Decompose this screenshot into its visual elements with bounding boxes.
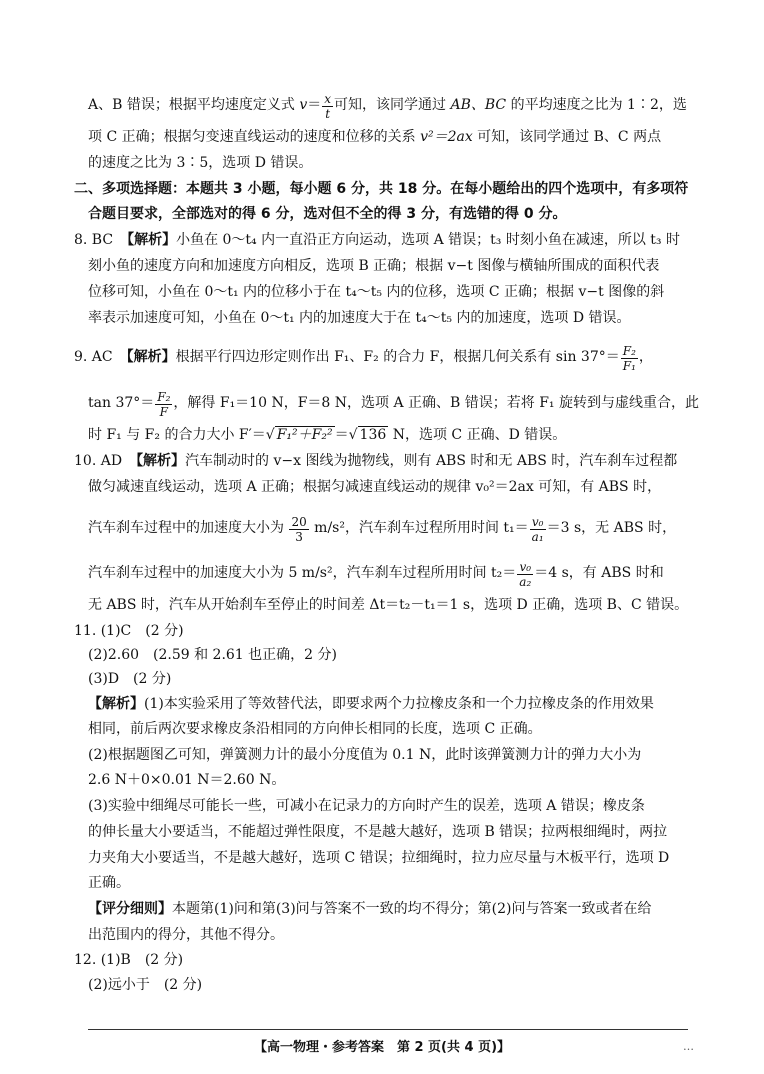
text: ＝4 s，有 ABS 时和 xyxy=(534,565,664,581)
denominator: F₁ xyxy=(622,359,636,373)
sqrt-136: 136 xyxy=(359,427,387,443)
q11-line-12 xyxy=(88,899,652,919)
text: 小鱼在 0～t₄ 内一直沿正方向运动，选项 A 错误；t₃ 时刻小鱼在减速，所以 t₃ 时 xyxy=(176,232,680,248)
question-number: 10. AD xyxy=(74,453,123,469)
math-v: v xyxy=(299,97,308,113)
fraction-v0-over-a1 xyxy=(530,515,546,544)
q11-line-11: 正确。 xyxy=(88,875,130,891)
text: 时 F₁ 与 F₂ 的合力大小 F′＝ xyxy=(88,427,266,443)
q11-line-5: 相同，前后两次要求橡皮条沿相同的方向伸长相同的长度，选项 C 正确。 xyxy=(88,721,542,737)
q11-line-7: 2.6 N＋0×0.01 N＝2.60 N。 xyxy=(88,772,286,788)
q11-line-8: (3)实验中细绳尽可能长一些，可减小在记录力的方向时产生的误差，选项 A 错误；橡皮条 xyxy=(88,798,645,814)
numerator: F₂ xyxy=(157,390,171,404)
text: 可知，该同学通过 B、C 两点 xyxy=(472,129,662,145)
q11-line-6: (2)根据题图乙可知，弹簧测力计的最小分度值为 0.1 N，此时该弹簧测力计的弹力大小为 xyxy=(88,747,642,763)
q11-line-1: 11. (1)C (2 分) xyxy=(74,623,184,639)
analysis-tag: 【解析】 xyxy=(88,696,144,712)
text: N，选项 C 正确、D 错误。 xyxy=(388,427,567,443)
line-1 xyxy=(88,92,687,121)
section-2-header: 二、多项选择题：本题共 3 小题，每小题 6 分，共 18 分。在每小题给出的四个选项中，有多项符 xyxy=(74,181,689,197)
text: (1)本实验采用了等效替代法，即要求两个力拉橡皮条和一个力拉橡皮条的作用效果 xyxy=(144,696,654,712)
text: m/s²，汽车刹车过程所用时间 t₁＝ xyxy=(309,520,529,536)
footer-divider xyxy=(88,1029,688,1030)
analysis-tag: 【解析】 xyxy=(127,232,177,248)
denominator: 3 xyxy=(295,530,303,544)
q9-line-3: 时 F₁ 与 F₂ 的合力大小 F′＝√ F₁²＋F₂² ＝√ 136 N，选项 C 正确、D 错误。 xyxy=(88,427,567,443)
fraction-x-over-t xyxy=(322,92,333,121)
q8-line-4: 率表示加速度可知，小鱼在 0～t₁ 内的加速度大于在 t₄～t₅ 内的加速度，选项 D 错误。 xyxy=(88,310,631,326)
q9-line-2 xyxy=(88,390,699,419)
text: tan 37°＝ xyxy=(88,395,155,411)
q12-line-2: (2)远小于 (2 分) xyxy=(88,977,203,993)
text: 汽车制动时的 v−x 图线为抛物线，则有 ABS 时和无 ABS 时，汽车刹车过程都 xyxy=(185,453,678,469)
q10-line-5: 无 ABS 时，汽车从开始刹车至停止的时间差 Δt＝t₂－t₁＝1 s，选项 D 正确，选项 B、C 错误。 xyxy=(88,597,689,613)
denominator: a₂ xyxy=(519,575,532,589)
section-2-header-cont: 合题目要求，全部选对的得 6 分，选对但不全的得 3 分，有选错的得 0 分。 xyxy=(88,206,567,222)
q10-line-2: 做匀减速直线运动，选项 A 正确；根据匀减速直线运动的规律 v₀²＝2ax 可知，有 ABS 时， xyxy=(88,479,662,495)
math-v2-eq: v²＝2ax xyxy=(420,129,473,145)
fraction-20-over-3 xyxy=(289,515,308,544)
denominator: t xyxy=(325,107,331,121)
numerator: v₀ xyxy=(517,560,533,575)
q11-line-9: 的伸长量大小要适当，不能超过弹性限度，不是越大越好，选项 B 错误；拉两根细绳时，两拉 xyxy=(88,824,668,840)
q10-line-3 xyxy=(88,515,677,544)
line-3: 的速度之比为 3∶5，选项 D 错误。 xyxy=(88,155,313,171)
question-number: 9. AC xyxy=(74,349,113,365)
sqrt-expression: F₁²＋F₂² xyxy=(276,427,333,443)
analysis-tag: 【解析】 xyxy=(136,453,186,469)
scoring-tag: 【评分细则】 xyxy=(88,901,172,917)
text: ＝ xyxy=(334,427,349,443)
fraction-v0-over-a2 xyxy=(517,560,533,589)
q11-line-13: 出范围内的得分，其他不得分。 xyxy=(88,927,284,943)
text: 项 C 正确；根据匀变速直线运动的速度和位移的关系 xyxy=(88,129,421,145)
numerator: 20 xyxy=(291,515,307,529)
q10-line-4 xyxy=(88,560,664,589)
q11-line-2: (2)2.60 (2.59 和 2.61 也正确，2 分) xyxy=(88,647,337,663)
q8-line-1 xyxy=(74,230,680,250)
text: 汽车刹车过程中的加速度大小为 xyxy=(88,520,289,536)
text: 本题第(1)问和第(3)问与答案不一致的均不得分；第(2)问与答案一致或者在给 xyxy=(172,901,652,917)
numerator: v₀ xyxy=(530,515,546,530)
fraction-f2-over-f xyxy=(155,390,172,419)
text: A、B 错误；根据平均速度定义式 xyxy=(88,97,300,113)
analysis-tag: 【解析】 xyxy=(126,349,176,365)
math-ab-bc: AB、BC xyxy=(450,97,507,113)
footer-mark: … xyxy=(683,1040,694,1053)
text: ＝3 s，无 ABS 时， xyxy=(546,520,677,536)
q11-line-3: (3)D (2 分) xyxy=(88,671,172,687)
math-eq: ＝ xyxy=(307,97,322,113)
text: 根据平行四边形定则作出 F₁、F₂ 的合力 F，根据几何关系有 sin 37°＝ xyxy=(175,349,620,365)
text: 可知，该同学通过 xyxy=(334,97,451,113)
question-number: 8. BC xyxy=(74,232,114,248)
numerator: x xyxy=(324,92,332,106)
text: 的平均速度之比为 1∶2，选 xyxy=(506,97,687,113)
q10-line-1 xyxy=(74,451,677,471)
q8-line-2: 刻小鱼的速度方向和加速度方向相反，选项 B 正确；根据 v−t 图像与横轴所围成的面积代表 xyxy=(88,258,660,274)
line-2 xyxy=(88,127,661,147)
q11-line-10: 力夹角大小要适当，不是越大越好，选项 C 错误；拉细绳时，拉力应尽量与木板平行，选项 D xyxy=(88,850,670,866)
numerator: F₂ xyxy=(622,344,636,358)
text: 汽车刹车过程中的加速度大小为 5 m/s²，汽车刹车过程所用时间 t₂＝ xyxy=(88,565,517,581)
q8-line-3: 位移可知，小鱼在 0～t₁ 内的位移小于在 t₄～t₅ 内的位移，选项 C 正确；根据 v−t 图像的斜 xyxy=(88,284,665,300)
page-footer: 【高一物理・参考答案 第 2 页(共 4 页)】 xyxy=(253,1040,511,1055)
fraction-f2-over-f1 xyxy=(621,344,638,373)
q9-line-1: 9. AC 【解析】根据平行四边形定则作出 F₁、F₂ 的合力 F，根据几何关系有 sin 37°＝ $\frac{\text{F₂}}{\text{F₁}}$ ， xyxy=(74,344,653,373)
text: ，解得 F₁＝10 N，F＝8 N，选项 A 正确、B 错误；若将 F₁ 旋转到与虚线重合，此 xyxy=(173,395,699,411)
denominator: a₁ xyxy=(531,530,544,544)
denominator: F xyxy=(159,405,168,419)
q11-line-4 xyxy=(88,694,654,714)
q12-line-1: 12. (1)B (2 分) xyxy=(74,952,184,968)
